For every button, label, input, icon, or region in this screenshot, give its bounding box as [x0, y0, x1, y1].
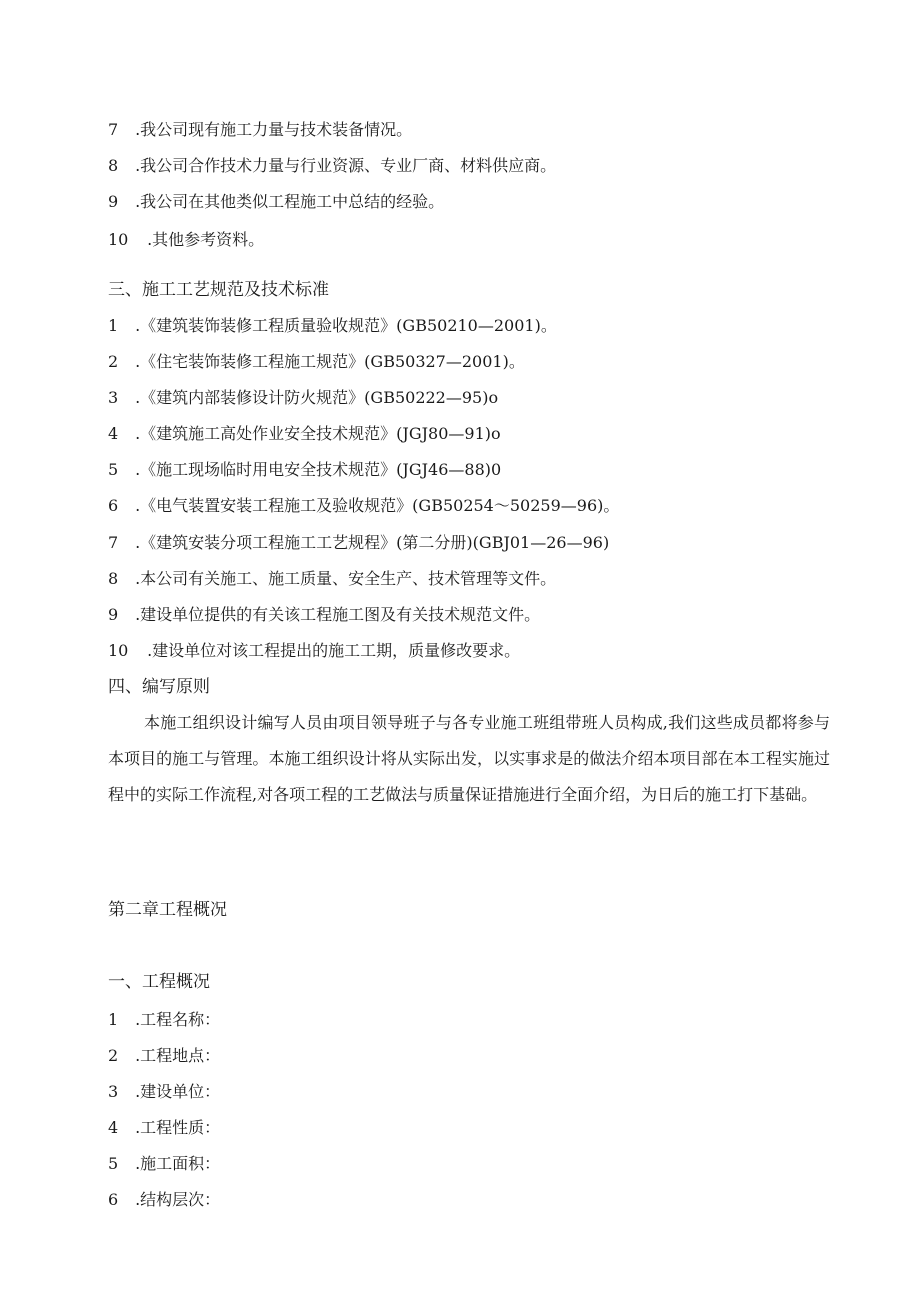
ref-item-10 [108, 230, 264, 250]
overview-item-number: 5 [108, 1154, 119, 1173]
standard-item-9 [108, 605, 540, 625]
overview-item-number: 2 [108, 1046, 119, 1065]
section-3-heading: 三、施工工艺规范及技术标准 [108, 280, 329, 300]
ref-item-number: 8 [108, 156, 119, 175]
standard-item-text: .《施工现场临时用电安全技术规范》(JGJ46—88)0 [135, 460, 502, 479]
standard-item-number: 3 [108, 388, 119, 407]
standard-item-number: 7 [108, 533, 119, 552]
standard-item-text: .《住宅装饰装修工程施工规范》(GB50327—2001)。 [135, 352, 525, 371]
standard-item-1 [108, 316, 557, 336]
standard-item-number: 4 [108, 424, 119, 443]
standard-item-text: .建设单位对该工程提出的施工工期，质量修改要求。 [147, 641, 521, 660]
standard-item-7 [108, 533, 609, 553]
standard-item-2 [108, 352, 525, 372]
overview-item-4 [108, 1118, 220, 1138]
standard-item-text: .《建筑装饰装修工程质量验收规范》(GB50210—2001)。 [135, 316, 557, 335]
ref-item-text: .我公司合作技术力量与行业资源、专业厂商、材料供应商。 [135, 156, 557, 175]
overview-item-2 [108, 1046, 220, 1066]
overview-item-number: 6 [108, 1190, 119, 1209]
standard-item-5 [108, 460, 501, 480]
overview-item-number: 3 [108, 1082, 119, 1101]
standard-item-text: .《建筑安装分项工程施工工艺规程》(第二分册)(GBJ01—26—96) [135, 533, 610, 552]
ref-item-8 [108, 156, 556, 176]
ref-item-text: .其他参考资料。 [147, 230, 265, 249]
standard-item-text: .本公司有关施工、施工质量、安全生产、技术管理等文件。 [135, 569, 557, 588]
ref-item-number: 10 [108, 230, 129, 249]
overview-item-text: .结构层次： [135, 1190, 221, 1209]
section-4-heading: 四、编写原则 [108, 677, 210, 697]
standard-item-text: .《建筑内部装修设计防火规范》(GB50222—95)o [135, 388, 499, 407]
chapter-2-heading: 第二章工程概况 [108, 900, 227, 920]
overview-item-text: .工程性质： [135, 1118, 221, 1137]
overview-item-5 [108, 1154, 220, 1174]
ref-item-text: .我公司现有施工力量与技术装备情况。 [135, 120, 413, 139]
overview-item-1 [108, 1010, 220, 1030]
overview-item-text: .工程地点： [135, 1046, 221, 1065]
ref-item-text: .我公司在其他类似工程施工中总结的经验。 [135, 192, 445, 211]
ref-item-number: 7 [108, 120, 119, 139]
standard-item-number: 1 [108, 316, 119, 335]
overview-section-heading: 一、工程概况 [108, 972, 210, 992]
standard-item-text: .《电气装置安装工程施工及验收规范》(GB50254～50259—96)。 [135, 496, 620, 515]
standard-item-text: .《建筑施工高处作业安全技术规范》(JGJ80—91)o [135, 424, 501, 443]
overview-item-text: .施工面积： [135, 1154, 221, 1173]
standard-item-number: 5 [108, 460, 119, 479]
standard-item-8 [108, 569, 556, 589]
ref-item-9 [108, 192, 444, 212]
ref-item-number: 9 [108, 192, 119, 211]
standard-item-number: 9 [108, 605, 119, 624]
ref-item-7 [108, 120, 412, 140]
standard-item-number: 6 [108, 496, 119, 515]
overview-item-3 [108, 1082, 220, 1102]
standard-item-text: .建设单位提供的有关该工程施工图及有关技术规范文件。 [135, 605, 541, 624]
standard-item-10 [108, 641, 520, 661]
overview-item-number: 4 [108, 1118, 119, 1137]
overview-item-number: 1 [108, 1010, 119, 1029]
section-4-paragraph: 本施工组织设计编写人员由项目领导班子与各专业施工班组带班人员构成,我们这些成员都将参与本项目的施工与管理。本施工组织设计将从实际出发，以实事求是的做法介绍本项目部在本工程实施过程中的实际工作流程,对各项工程的工艺做法与质量保证措施进行全面介绍，为日后的施工打下基础。 [108, 713, 830, 804]
overview-item-text: .工程名称： [135, 1010, 221, 1029]
overview-item-text: .建设单位： [135, 1082, 221, 1101]
standard-item-number: 10 [108, 641, 129, 660]
overview-item-6 [108, 1190, 220, 1210]
standard-item-number: 8 [108, 569, 119, 588]
standard-item-number: 2 [108, 352, 119, 371]
standard-item-4 [108, 424, 501, 444]
standard-item-6 [108, 496, 619, 516]
standard-item-3 [108, 388, 498, 408]
